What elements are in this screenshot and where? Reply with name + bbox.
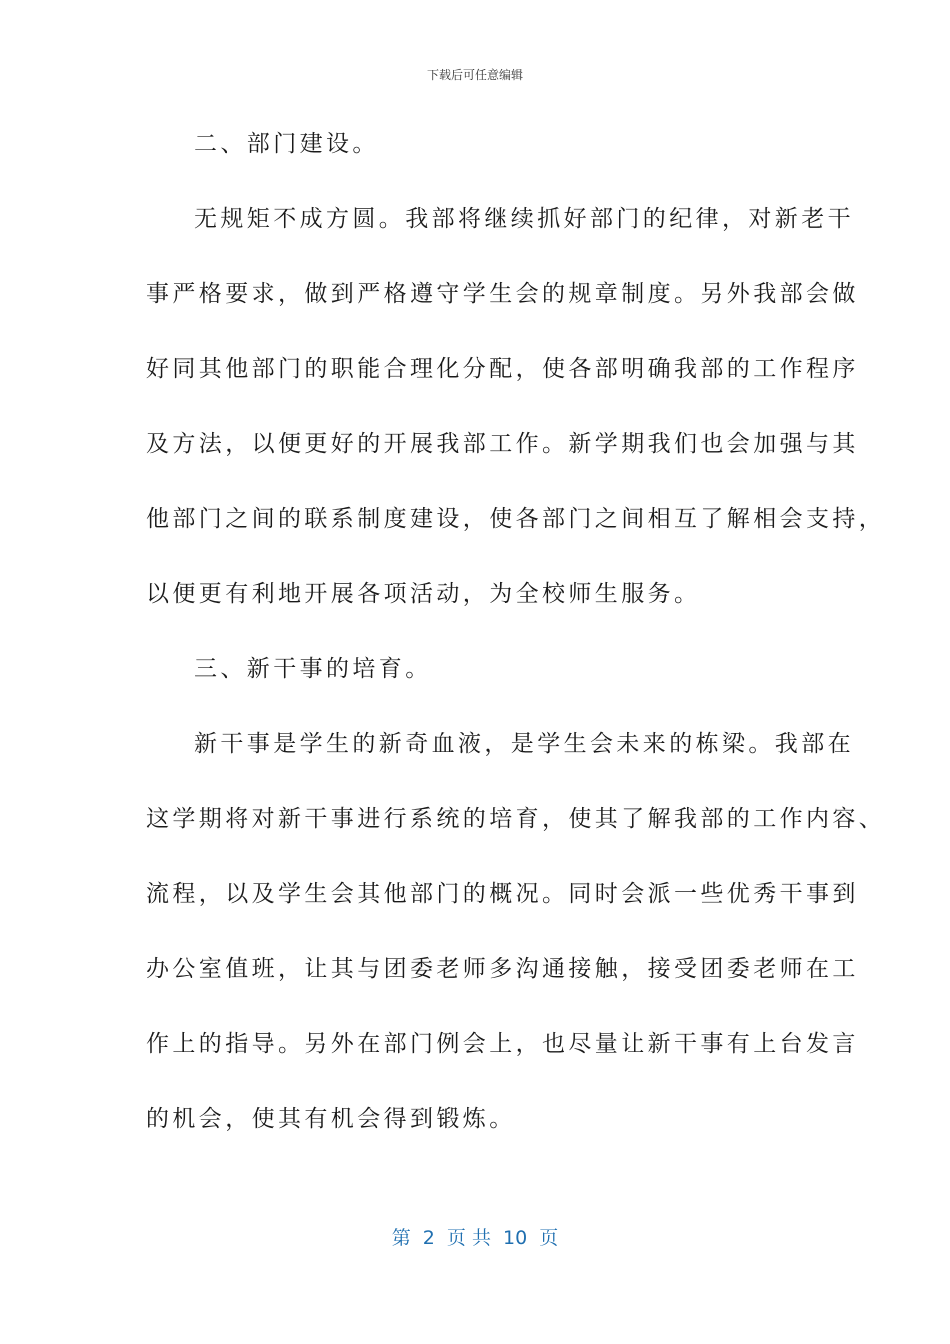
paragraph-line: 流程，以及学生会其他部门的概况。同时会派一些优秀干事到 bbox=[146, 881, 859, 907]
paragraph-line: 好同其他部门的职能合理化分配，使各部明确我部的工作程序 bbox=[146, 356, 859, 382]
paragraph-line: 办公室值班，让其与团委老师多沟通接触，接受团委老师在工 bbox=[146, 956, 859, 982]
paragraph-line: 这学期将对新干事进行系统的培育，使其了解我部的工作内容、 bbox=[146, 806, 886, 832]
paragraph-line: 的机会，使其有机会得到锻炼。 bbox=[146, 1106, 516, 1132]
section-heading-2: 二、部门建设。 bbox=[194, 131, 379, 157]
paragraph-line: 他部门之间的联系制度建设，使各部门之间相互了解相会支持， bbox=[146, 506, 886, 532]
paragraph-line: 新干事是学生的新奇血液，是学生会未来的栋梁。我部在 bbox=[194, 731, 854, 757]
page-number-footer: 第 2 页 共 10 页 bbox=[391, 1227, 559, 1249]
header-note: 下载后可任意编辑 bbox=[426, 68, 523, 82]
section-heading-3: 三、新干事的培育。 bbox=[194, 656, 432, 682]
paragraph-line: 事严格要求，做到严格遵守学生会的规章制度。另外我部会做 bbox=[146, 281, 859, 307]
document-body bbox=[146, 118, 886, 1168]
paragraph-line: 以便更有利地开展各项活动，为全校师生服务。 bbox=[146, 581, 701, 607]
paragraph-line: 作上的指导。另外在部门例会上，也尽量让新干事有上台发言 bbox=[146, 1031, 859, 1057]
paragraph-line: 及方法，以便更好的开展我部工作。新学期我们也会加强与其 bbox=[146, 431, 859, 457]
paragraph-line: 无规矩不成方圆。我部将继续抓好部门的纪律，对新老干 bbox=[194, 206, 854, 232]
